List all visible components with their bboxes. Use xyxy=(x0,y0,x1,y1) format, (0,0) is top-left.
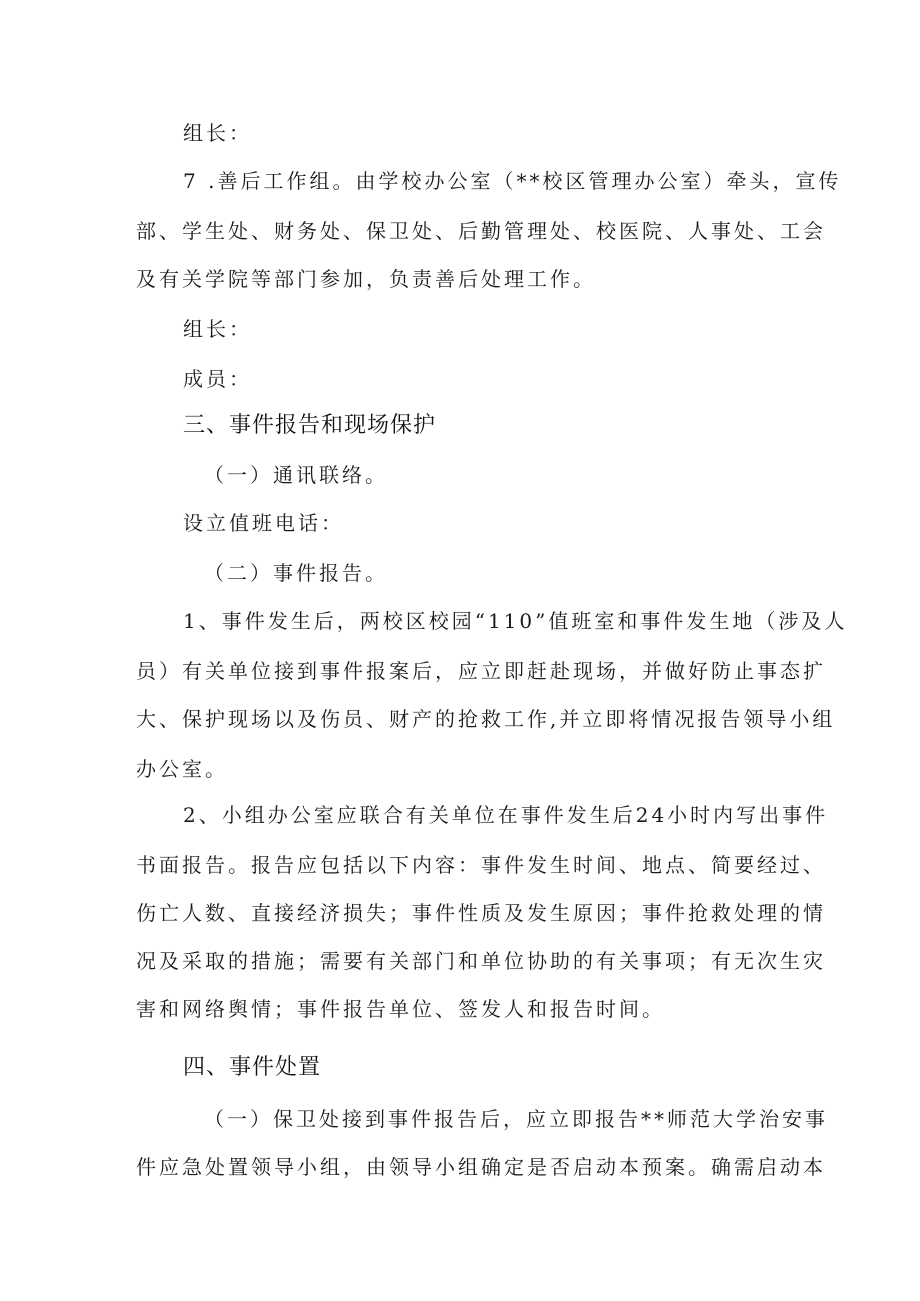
item7-line1: 7 .善后工作组。由学校办公室（**校区管理办公室）牵头，宣传 xyxy=(183,169,842,193)
item7-leader-label: 组长： xyxy=(183,317,252,341)
subsection-communication: （一）通讯联络。 xyxy=(204,463,388,487)
section-heading-4: 四、事件处置 xyxy=(183,1055,322,1080)
para1-line1: 1、事件发生后，两校区校园“110”值班室和事件发生地（涉及人 xyxy=(183,609,848,633)
subsection-report: （二）事件报告。 xyxy=(204,561,388,585)
para2-line2: 书面报告。报告应包括以下内容：事件发生时间、地点、简要经过、 xyxy=(136,853,826,877)
para1-line4: 办公室。 xyxy=(136,757,228,781)
para2-line3: 伤亡人数、直接经济损失；事件性质及发生原因；事件抢救处理的情 xyxy=(136,901,826,925)
para3-line2: 件应急处置领导小组，由领导小组确定是否启动本预案。确需启动本 xyxy=(136,1155,826,1179)
para1-line2: 员）有关单位接到事件报案后，应立即赶赴现场，并做好防止事态扩 xyxy=(136,659,826,683)
section-heading-3: 三、事件报告和现场保护 xyxy=(183,413,437,438)
item7-members-label: 成员： xyxy=(183,367,252,391)
group-leader-label-top: 组长： xyxy=(183,121,252,145)
para2-line1: 2、小组办公室应联合有关单位在事件发生后24小时内写出事件 xyxy=(183,803,829,827)
para3-line1: （一）保卫处接到事件报告后，应立即报告**师范大学治安事 xyxy=(204,1107,828,1131)
item7-line2: 部、学生处、财务处、保卫处、后勤管理处、校医院、人事处、工会 xyxy=(136,219,826,243)
duty-phone-label: 设立值班电话： xyxy=(183,511,344,535)
para1-line3: 大、保护现场以及伤员、财产的抢救工作,并立即将情况报告领导小组 xyxy=(136,707,836,731)
item7-line3: 及有关学院等部门参加，负责善后处理工作。 xyxy=(136,267,596,291)
para2-line5: 害和网络舆情；事件报告单位、签发人和报告时间。 xyxy=(136,997,665,1021)
para2-line4: 况及采取的措施；需要有关部门和单位协助的有关事项；有无次生灾 xyxy=(136,949,826,973)
